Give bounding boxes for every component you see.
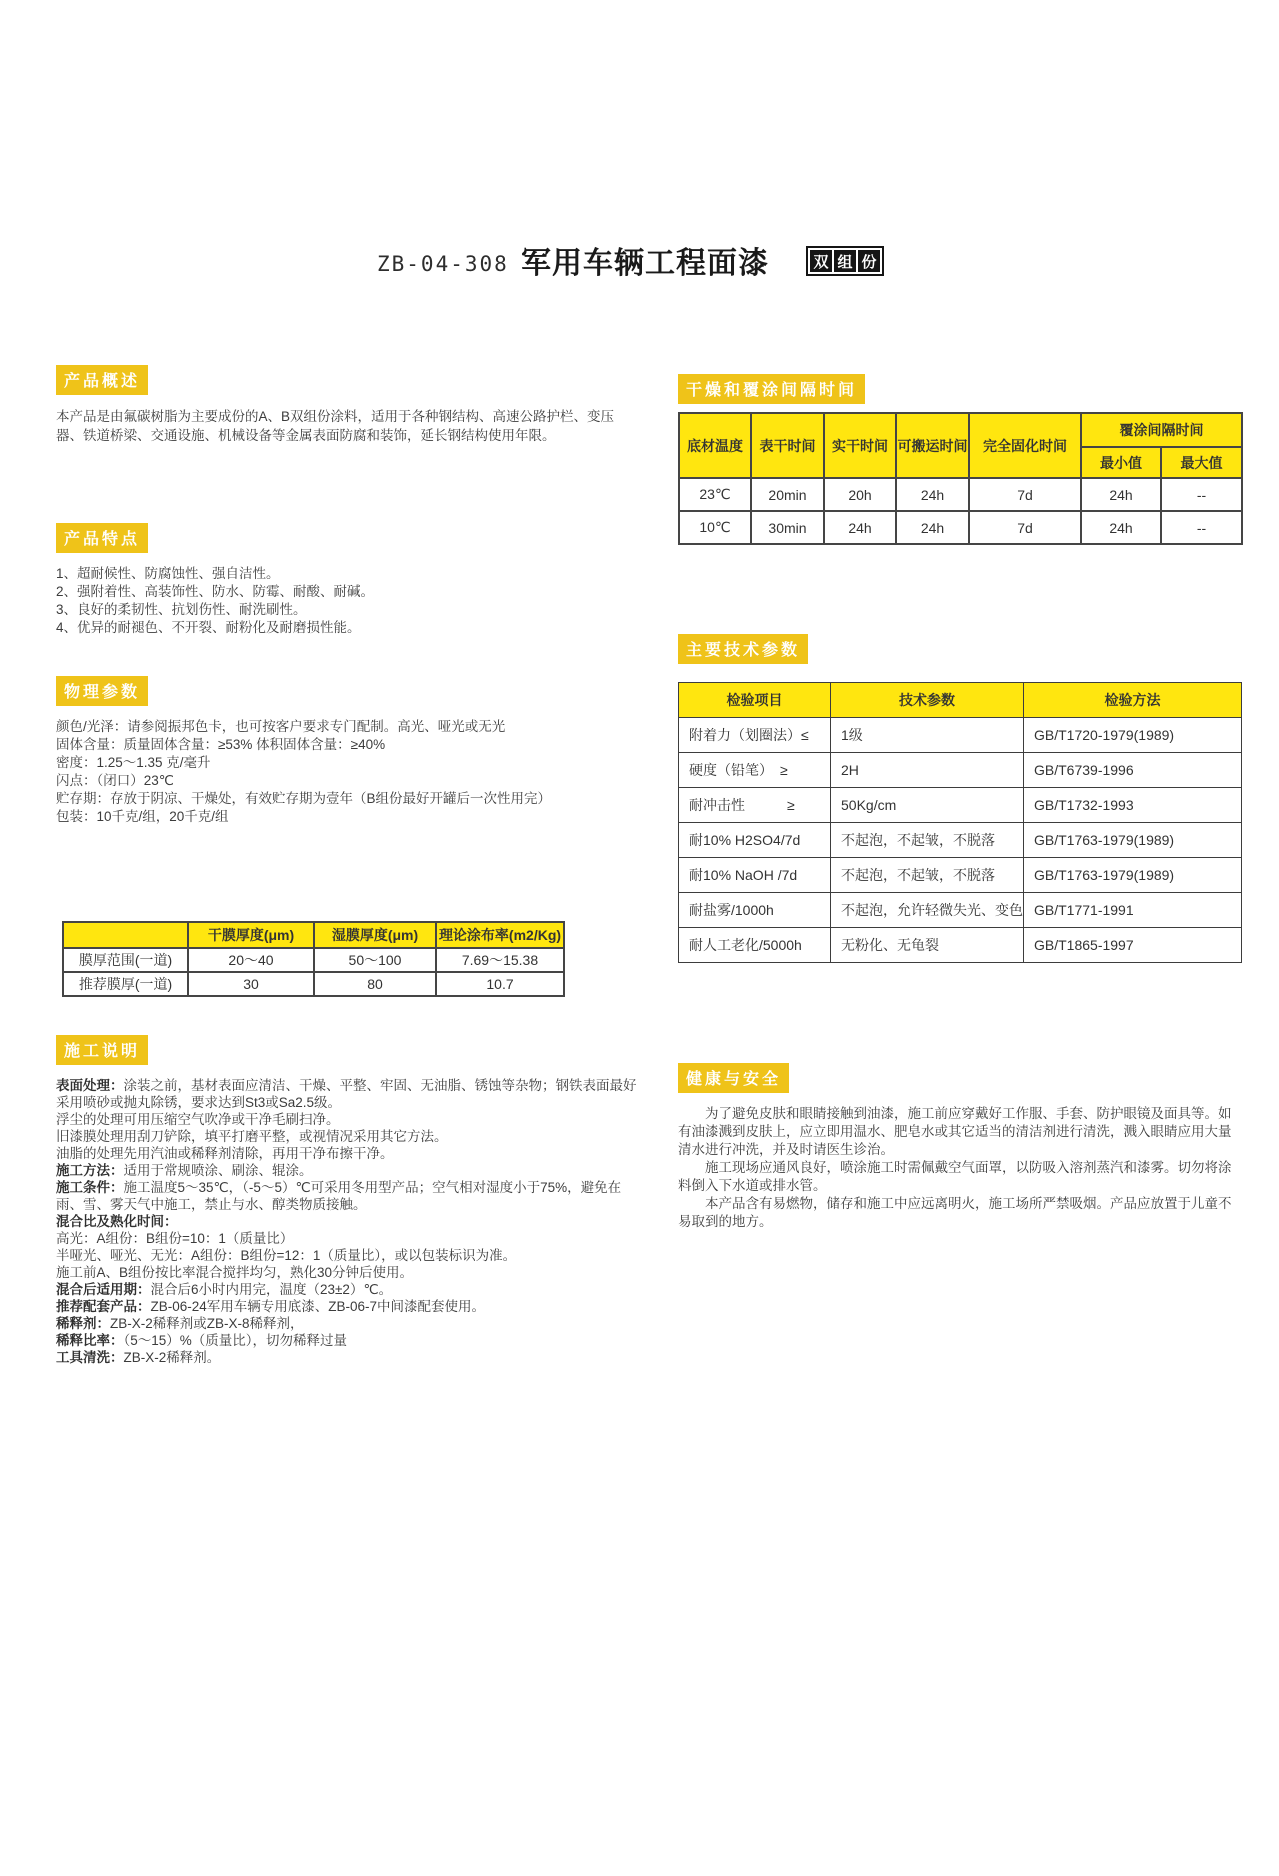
cell: GB/T1720-1979(1989): [1024, 718, 1242, 753]
header-cell: 可搬运时间: [896, 413, 969, 478]
line-label: 混合后适用期：: [56, 1282, 151, 1297]
line-text: 施工温度5～35℃，（-5～5）℃可采用冬用型产品；空气相对湿度小于75%，避免在雨、雪、雾天气中施工，禁止与水、醇类物质接触。: [56, 1180, 622, 1212]
section-tech: [678, 634, 808, 664]
application-line: [56, 1111, 638, 1128]
feature-item: 2、强附着性、高装饰性、防水、防霉、耐酸、耐碱。: [56, 584, 375, 599]
header-cell: 表干时间: [751, 413, 824, 478]
table-row: [679, 858, 1242, 893]
application-line: [56, 1213, 638, 1230]
cell: 无粉化、无龟裂: [831, 928, 1024, 963]
physical-heading: 物理参数: [56, 676, 148, 706]
table-row: [679, 893, 1242, 928]
line-text: 油脂的处理先用汽油或稀释剂清除，再用干净布擦干净。: [56, 1146, 394, 1161]
line-text: 半哑光、哑光、无光：A组份：B组份=12：1（质量比），或以包装标识为准。: [56, 1248, 517, 1263]
cell: --: [1161, 478, 1242, 511]
table-row: [679, 823, 1242, 858]
header-cell: 干膜厚度(μm): [188, 922, 314, 948]
cell: 23℃: [679, 478, 751, 511]
application-line: [56, 1162, 638, 1179]
cell: 80: [314, 972, 436, 996]
section-features: [56, 523, 633, 637]
application-line: [56, 1264, 638, 1281]
header-cell: 检验方法: [1024, 683, 1242, 718]
cell: 24h: [896, 511, 969, 544]
physical-line: 闪点：（闭口）23℃: [56, 773, 174, 788]
cell: 24h: [824, 511, 896, 544]
line-text: 涂装之前，基材表面应清洁、干燥、平整、牢固、无油脂、锈蚀等杂物；钢铁表面最好采用喷砂或抛丸除锈，要求达到St3或Sa2.5级。: [56, 1078, 637, 1110]
cell: 30: [188, 972, 314, 996]
line-label: 稀释比率：: [56, 1333, 124, 1348]
cell: 7d: [969, 511, 1081, 544]
header-cell: 实干时间: [824, 413, 896, 478]
cell: 耐冲击性 ≥: [679, 788, 831, 823]
cell: GB/T1865-1997: [1024, 928, 1242, 963]
physical-line: 密度：1.25～1.35 克/毫升: [56, 755, 211, 770]
line-label: 施工方法：: [56, 1163, 124, 1178]
line-text: ZB-06-24军用车辆专用底漆、ZB-06-7中间漆配套使用。: [150, 1299, 486, 1314]
header-cell-group: 覆涂间隔时间: [1081, 413, 1242, 447]
table-header-row: [679, 683, 1242, 718]
cell: 2H: [831, 753, 1024, 788]
feature-item: 4、优异的耐褪色、不开裂、耐粉化及耐磨损性能。: [56, 620, 361, 635]
header-cell: 最小值: [1081, 447, 1161, 478]
cell: GB/T1763-1979(1989): [1024, 823, 1242, 858]
table-row: [679, 928, 1242, 963]
cell: 50Kg/cm: [831, 788, 1024, 823]
application-line: [56, 1247, 638, 1264]
table-header-row: [63, 922, 564, 948]
application-line: [56, 1298, 638, 1315]
section-overview: [56, 365, 633, 445]
overview-heading: 产品概述: [56, 365, 148, 395]
cell: 膜厚范围(一道): [63, 948, 188, 972]
application-line: [56, 1315, 638, 1332]
cell: 10℃: [679, 511, 751, 544]
overview-body: 本产品是由氟碳树脂为主要成份的A、B双组份涂料，适用于各种钢结构、高速公路护栏、变压器、铁道桥梁、交通设施、机械设备等金属表面防腐和装饰，延长钢结构使用年限。: [56, 409, 615, 443]
badge-char: 双: [810, 250, 832, 272]
line-text: 旧漆膜处理用刮刀铲除，填平打磨平整，或视情况采用其它方法。: [56, 1129, 448, 1144]
cell: 不起泡，允许轻微失光、变色: [831, 893, 1024, 928]
cell: 20min: [751, 478, 824, 511]
safety-paragraph: 为了避免皮肤和眼睛接触到油漆，施工前应穿戴好工作服、手套、防护眼镜及面具等。如有油漆溅到皮肤上，应立即用温水、肥皂水或其它适当的清洁剂进行清洗，溅入眼睛应用大量清水进行冲洗，并及时请医生诊治。: [678, 1106, 1232, 1157]
table-row: [679, 753, 1242, 788]
cell: 24h: [1081, 478, 1161, 511]
header-cell: 底材温度: [679, 413, 751, 478]
line-text: ZB-X-2稀释剂。: [123, 1350, 221, 1365]
application-heading: 施工说明: [56, 1035, 148, 1065]
header-cell: [63, 922, 188, 948]
section-physical: [56, 676, 633, 826]
two-component-badge: [806, 246, 884, 276]
application-line: [56, 1230, 638, 1247]
line-label: 表面处理：: [56, 1078, 124, 1093]
application-line: [56, 1077, 638, 1111]
cell: 耐10% NaOH /7d: [679, 858, 831, 893]
header-cell: 检验项目: [679, 683, 831, 718]
product-title: 军用车辆工程面漆: [521, 246, 769, 281]
cell: 耐盐雾/1000h: [679, 893, 831, 928]
line-label: 推荐配套产品：: [56, 1299, 151, 1314]
line-label: 混合比及熟化时间：: [56, 1214, 178, 1229]
cell: 50～100: [314, 948, 436, 972]
safety-paragraph: 本产品含有易燃物，储存和施工中应远离明火，施工场所严禁吸烟。产品应放置于儿童不易取到的地方。: [678, 1196, 1232, 1229]
line-text: （5～15）%（质量比），切勿稀释过量: [123, 1333, 348, 1348]
physical-line: 颜色/光泽：请参阅振邦色卡，也可按客户要求专门配制。高光、哑光或无光: [56, 719, 506, 734]
header-cell: 完全固化时间: [969, 413, 1081, 478]
cell: 不起泡，不起皱，不脱落: [831, 823, 1024, 858]
drying-heading: 干燥和覆涂间隔时间: [678, 374, 865, 404]
product-code: ZB-04-308: [377, 252, 509, 276]
cell: 20～40: [188, 948, 314, 972]
section-safety: [678, 1063, 1241, 1231]
table-row: [679, 511, 1242, 544]
application-line: [56, 1179, 638, 1213]
cell: 24h: [896, 478, 969, 511]
features-heading: 产品特点: [56, 523, 148, 553]
line-label: 施工条件：: [56, 1180, 124, 1195]
physical-line: 固体含量：质量固体含量：≥53% 体积固体含量：≥40%: [56, 737, 386, 752]
cell: 不起泡，不起皱，不脱落: [831, 858, 1024, 893]
film-thickness-table: [62, 921, 565, 997]
table-row: [63, 948, 564, 972]
application-line: [56, 1349, 638, 1366]
cell: GB/T1732-1993: [1024, 788, 1242, 823]
section-application: [56, 1035, 638, 1366]
line-text: ZB-X-2稀释剂或ZB-X-8稀释剂，: [110, 1316, 304, 1331]
cell: 耐人工老化/5000h: [679, 928, 831, 963]
cell: --: [1161, 511, 1242, 544]
cell: GB/T1771-1991: [1024, 893, 1242, 928]
safety-heading: 健康与安全: [678, 1063, 789, 1093]
table-row: [63, 972, 564, 996]
application-line: [56, 1332, 638, 1349]
line-text: 浮尘的处理可用压缩空气吹净或干净毛刷扫净。: [56, 1112, 340, 1127]
application-line: [56, 1128, 638, 1145]
badge-char: 组: [834, 250, 856, 272]
line-text: 高光：A组份：B组份=10：1（质量比）: [56, 1231, 294, 1246]
table-header-row: [679, 413, 1242, 447]
header-cell: 最大值: [1161, 447, 1242, 478]
cell: GB/T1763-1979(1989): [1024, 858, 1242, 893]
cell: 30min: [751, 511, 824, 544]
cell: 推荐膜厚(一道): [63, 972, 188, 996]
line-label: 工具清洗：: [56, 1350, 124, 1365]
cell: 24h: [1081, 511, 1161, 544]
line-text: 适用于常规喷涂、刷涂、辊涂。: [123, 1163, 313, 1178]
line-text: 混合后6小时内用完，温度（23±2）℃。: [150, 1282, 393, 1297]
badge-char: 份: [858, 250, 880, 272]
physical-line: 贮存期：存放于阴凉、干燥处，有效贮存期为壹年（B组份最好开罐后一次性用完）: [56, 791, 552, 806]
table-row: [679, 718, 1242, 753]
feature-item: 1、超耐候性、防腐蚀性、强自洁性。: [56, 566, 280, 581]
cell: 20h: [824, 478, 896, 511]
cell: 7d: [969, 478, 1081, 511]
line-text: 施工前A、B组份按比率混合搅拌均匀，熟化30分钟后使用。: [56, 1265, 414, 1280]
cell: 1级: [831, 718, 1024, 753]
cell: 7.69～15.38: [436, 948, 564, 972]
header-cell: 技术参数: [831, 683, 1024, 718]
application-line: [56, 1281, 638, 1298]
header-cell: 理论涂布率(m2/Kg): [436, 922, 564, 948]
feature-item: 3、良好的柔韧性、抗划伤性、耐洗刷性。: [56, 602, 307, 617]
tech-heading: 主要技术参数: [678, 634, 808, 664]
application-line: [56, 1145, 638, 1162]
drying-table: [678, 412, 1243, 545]
cell: GB/T6739-1996: [1024, 753, 1242, 788]
cell: 耐10% H2SO4/7d: [679, 823, 831, 858]
tech-params-table: [678, 682, 1242, 963]
safety-paragraph: 施工现场应通风良好，喷涂施工时需佩戴空气面罩，以防吸入溶剂蒸汽和漆雾。切勿将涂料倒入下水道或排水管。: [678, 1160, 1232, 1193]
line-label: 稀释剂：: [56, 1316, 110, 1331]
table-row: [679, 788, 1242, 823]
header-cell: 湿膜厚度(μm): [314, 922, 436, 948]
cell: 附着力（划圈法）≤: [679, 718, 831, 753]
cell: 10.7: [436, 972, 564, 996]
table-row: [679, 478, 1242, 511]
section-drying: [678, 374, 1241, 404]
physical-line: 包装：10千克/组，20千克/组: [56, 809, 229, 824]
cell: 硬度（铅笔） ≥: [679, 753, 831, 788]
